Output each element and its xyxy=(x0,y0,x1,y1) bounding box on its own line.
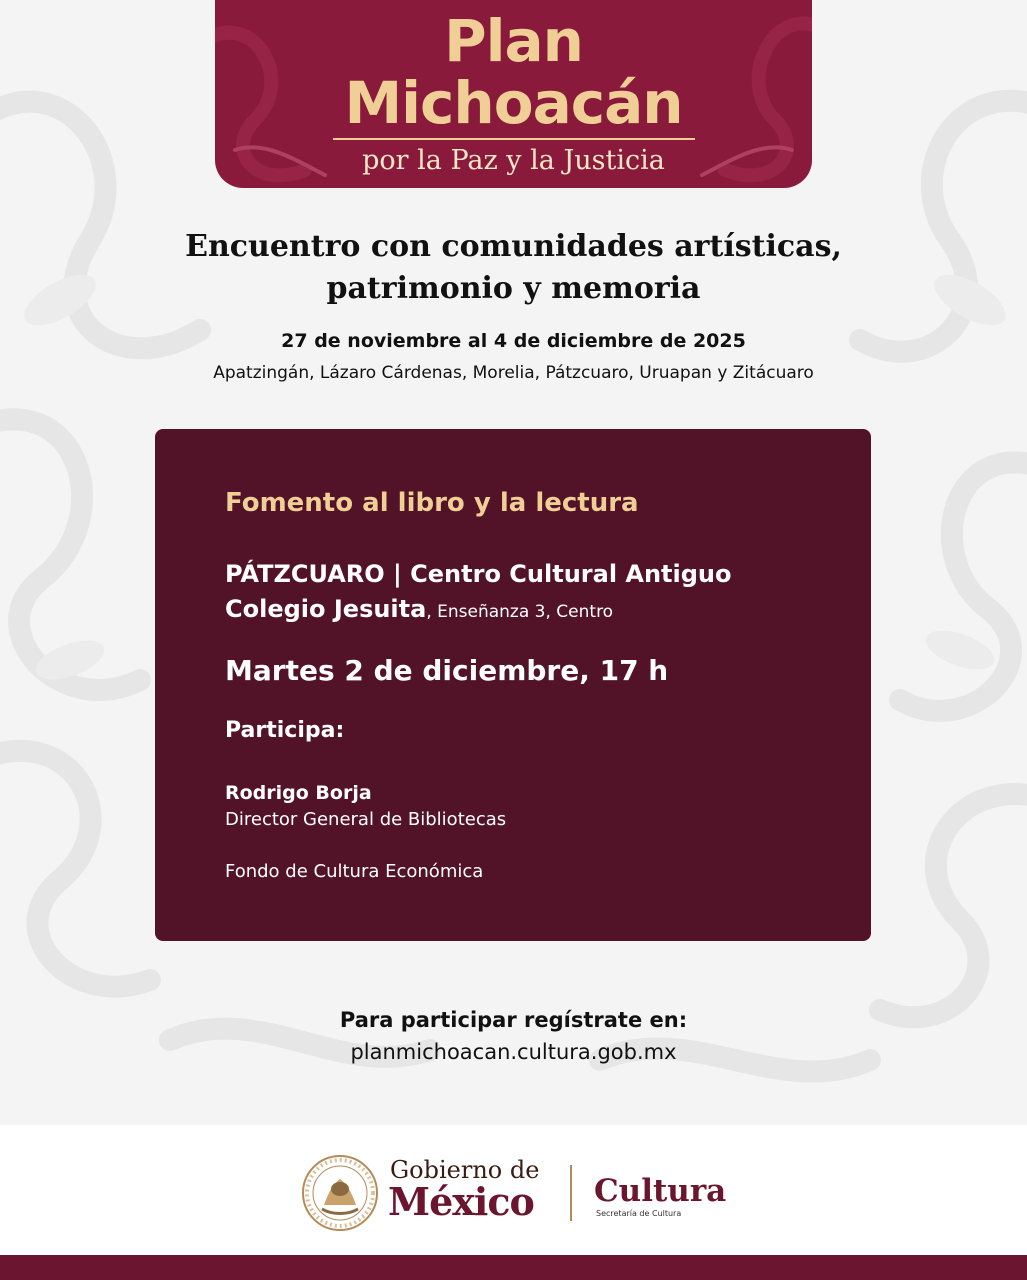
venue-name: PÁTZCUARO | Centro Cultural Antiguo Colegio Jesuita xyxy=(225,560,732,623)
plan-subtitle: por la Paz y la Justicia xyxy=(362,145,665,176)
event-locations: Apatzingán, Lázaro Cárdenas, Morelia, Pátzcuaro, Uruapan y Zitácuaro xyxy=(213,363,814,383)
footer-color-bar xyxy=(0,1255,1027,1280)
activity-topic: Fomento al libro y la lectura xyxy=(225,488,639,518)
registration-label: Para participar regístrate en: xyxy=(339,1008,688,1032)
cultura-logo-text: Cultura xyxy=(594,1173,727,1209)
title-divider xyxy=(333,138,695,140)
footer xyxy=(0,1125,1027,1255)
mexico-text: México xyxy=(388,1179,534,1224)
gobierno-de-text: Gobierno de xyxy=(390,1156,540,1184)
venue-address: , Enseñanza 3, Centro xyxy=(426,602,614,622)
plan-title-line2: Michoacán xyxy=(344,69,683,137)
cultura-subtitle: Secretaría de Cultura xyxy=(596,1209,682,1218)
event-title: Encuentro con comunidades artísticas, patrimonio y memoria xyxy=(185,229,842,306)
event-detail-card xyxy=(155,429,871,941)
national-seal-icon xyxy=(300,1153,380,1233)
participant-name: Rodrigo Borja xyxy=(225,782,372,804)
plan-michoacan-banner xyxy=(215,0,812,188)
event-dates: 27 de noviembre al 4 de diciembre de 2025 xyxy=(281,330,746,352)
participant-role: Director General de Bibliotecas xyxy=(225,809,507,830)
registration-url[interactable]: planmichoacan.cultura.gob.mx xyxy=(350,1040,677,1064)
organization: Fondo de Cultura Económica xyxy=(225,861,484,882)
plan-title-line1: Plan xyxy=(444,7,583,75)
footer-divider xyxy=(570,1165,572,1221)
venue xyxy=(225,557,825,630)
event-datetime: Martes 2 de diciembre, 17 h xyxy=(225,654,669,687)
participants-label: Participa: xyxy=(225,718,345,743)
